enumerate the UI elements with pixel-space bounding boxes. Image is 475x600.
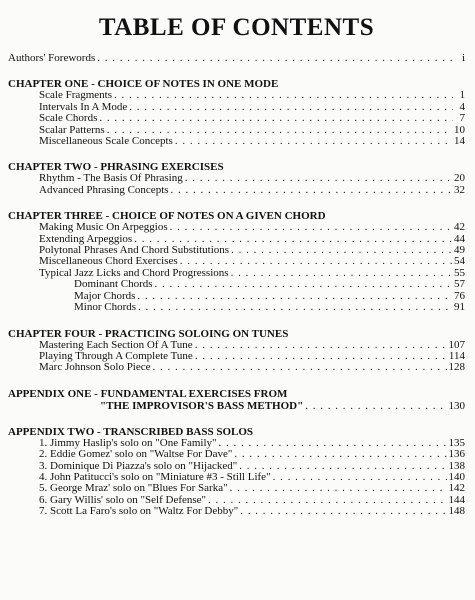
entry-page: 32 <box>454 183 465 196</box>
chapter-heading: CHAPTER ONE - CHOICE OF NOTES IN ONE MODE <box>8 78 279 91</box>
dot-leader <box>231 268 452 279</box>
dot-leader <box>155 279 452 290</box>
entry-page: 14 <box>454 135 465 148</box>
appendix-two-heading: APPENDIX TWO - TRANSCRIBED BASS SOLOS <box>8 425 254 438</box>
toc-subentry <box>8 279 465 290</box>
toc-entry <box>8 362 465 373</box>
entry-label: Dominant Chords <box>74 278 153 291</box>
dot-leader <box>195 340 447 351</box>
entry-page: 128 <box>448 361 465 374</box>
entry-label: Extending Arpeggios <box>39 232 133 245</box>
entry-label: Authors' Forewords <box>8 52 96 64</box>
entry-label: Rhythm - The Basis Of Phrasing <box>39 172 183 185</box>
entry-page: 138 <box>448 459 465 472</box>
entry-page: 107 <box>448 338 465 351</box>
entry-label: 5. George Mraz' solo on "Blues For Sarka" <box>39 482 228 495</box>
toc-entry <box>8 185 465 196</box>
dot-leader <box>273 472 447 483</box>
dot-leader <box>153 362 447 373</box>
entry-page: 135 <box>448 436 465 449</box>
dot-leader <box>219 438 447 449</box>
entry-page: 42 <box>454 221 465 234</box>
entry-page: 20 <box>454 172 465 185</box>
entry-page: 91 <box>454 301 465 314</box>
chapter-heading: CHAPTER FOUR - PRACTICING SOLOING ON TUNES <box>8 327 289 340</box>
entry-label: 2. Eddie Gomez' solo on "Waltse For Dave" <box>39 448 233 461</box>
entry-page: 140 <box>448 470 465 483</box>
entry-label: Scale Chords <box>39 112 98 125</box>
dot-leader <box>129 102 453 113</box>
entry-label: 7. Scott La Faro's solo on "Waltz For Debby" <box>39 505 239 518</box>
entry-label: Major Chords <box>74 289 136 302</box>
entry-page: 76 <box>454 289 465 302</box>
chapter-heading: CHAPTER TWO - PHRASING EXERCISES <box>8 161 224 174</box>
entry-label: Mastering Each Section Of A Tune <box>39 338 193 351</box>
dot-leader <box>97 53 453 64</box>
dot-leader <box>99 113 453 124</box>
entry-page: 44 <box>454 232 465 245</box>
entry-page: 57 <box>454 278 465 291</box>
dot-leader <box>171 185 452 196</box>
entry-page: 148 <box>448 505 465 518</box>
entry-label: Marc Johnson Solo Piece <box>39 361 151 374</box>
entry-page: 4 <box>459 100 465 113</box>
entry-label: 1. Jimmy Haslip's solo on "One Family" <box>39 436 217 449</box>
dot-leader <box>234 449 446 460</box>
dot-leader <box>170 222 452 233</box>
toc-entry <box>8 113 465 124</box>
entry-page: 54 <box>454 255 465 268</box>
entry-label: 4. John Patitucci's solo on "Miniature #3 - Still Life" <box>39 470 271 483</box>
entry-label: Playing Through A Complete Tune <box>39 349 193 362</box>
entry-page: 7 <box>459 112 465 125</box>
chapter-heading: CHAPTER THREE - CHOICE OF NOTES ON A GIVEN CHORD <box>8 210 326 223</box>
entry-page: 10 <box>454 123 465 136</box>
dot-leader <box>305 400 446 412</box>
entry-page: 144 <box>448 493 465 506</box>
dot-leader <box>114 90 453 101</box>
entry-label: Scale Fragments <box>39 89 113 102</box>
appendix-one-heading: APPENDIX ONE - FUNDAMENTAL EXERCISES FROM <box>8 387 288 400</box>
appendix-one-subtitle-text: "THE IMPROVISOR'S BASS METHOD" <box>100 399 304 412</box>
dot-leader <box>175 136 452 147</box>
entry-page: 130 <box>448 399 465 412</box>
toc-page <box>8 0 465 518</box>
dot-leader <box>185 173 452 184</box>
entry-page: 1 <box>459 89 465 102</box>
entry-label: 6. Gary Willis' solo on "Self Defense" <box>39 493 207 506</box>
dot-leader <box>231 245 452 256</box>
entry-label: Advanced Phrasing Concepts <box>39 183 169 196</box>
toc-entry-forewords <box>8 53 465 64</box>
entry-label: Miscellaneous Chord Exercises <box>39 255 178 268</box>
entry-page: 114 <box>448 349 465 362</box>
page-title: TABLE OF CONTENTS <box>98 14 375 41</box>
toc-entry <box>8 449 465 460</box>
entry-label: Typical Jazz Licks and Chord Progressions <box>39 266 229 279</box>
entry-label: Making Music On Arpeggios <box>39 221 168 234</box>
entry-label: 3. Dominique Di Piazza's solo on "Hijacked" <box>39 459 238 472</box>
entry-label: Minor Chords <box>74 301 137 314</box>
dot-leader <box>230 483 447 494</box>
entry-label: Scalar Patterns <box>39 123 105 136</box>
entry-page: 55 <box>454 266 465 279</box>
dot-leader <box>208 495 446 506</box>
entry-label: Polytonal Phrases And Chord Substitutions <box>39 244 230 257</box>
dot-leader <box>137 291 452 302</box>
toc-entry <box>8 506 465 517</box>
entry-page: 142 <box>448 482 465 495</box>
toc-subentry <box>8 302 465 313</box>
entry-page: 49 <box>454 244 465 257</box>
dot-leader <box>195 351 447 362</box>
entry-label: Intervals In A Mode <box>39 100 128 113</box>
toc-entry <box>8 136 465 147</box>
entry-page: 136 <box>448 448 465 461</box>
entry-page: i <box>461 52 465 64</box>
dot-leader <box>138 302 452 313</box>
toc-entry <box>8 222 465 233</box>
dot-leader <box>240 506 446 517</box>
appendix-one-subtitle <box>8 400 465 412</box>
entry-label: Miscellaneous Scale Concepts <box>39 135 173 148</box>
